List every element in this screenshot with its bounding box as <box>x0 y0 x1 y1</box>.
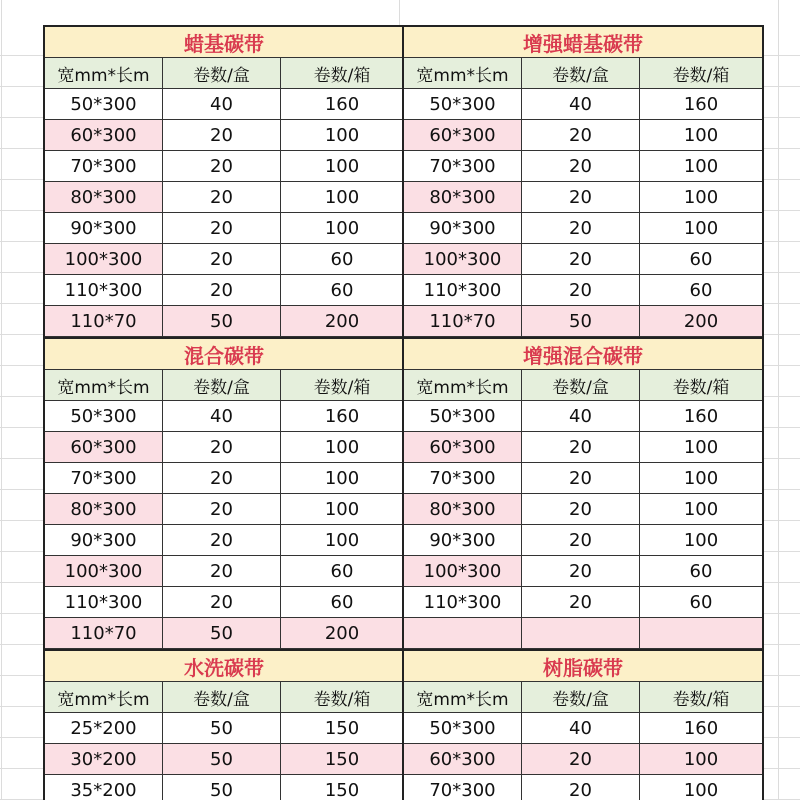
table-cell: 60*300 <box>45 432 163 463</box>
table-cell: 40 <box>163 401 281 432</box>
table-cell: 90*300 <box>45 525 163 556</box>
table-cell: 50 <box>163 775 281 800</box>
table-cell: 70*300 <box>45 151 163 182</box>
header-per-case: 卷数/箱 <box>640 370 762 401</box>
table-cell: 20 <box>163 182 281 213</box>
table-cell: 60*300 <box>404 432 522 463</box>
table-cell: 80*300 <box>45 494 163 525</box>
table-cell: 50*300 <box>45 89 163 120</box>
table-cell: 100 <box>640 182 762 213</box>
table-cell: 20 <box>522 525 640 556</box>
table-cell: 100 <box>640 775 762 800</box>
table-cell: 160 <box>640 401 762 432</box>
table-cell: 150 <box>281 713 403 744</box>
table-cell: 60*300 <box>404 744 522 775</box>
table-cell: 20 <box>163 275 281 306</box>
table-cell: 50 <box>163 713 281 744</box>
header-size: 宽mm*长m <box>404 370 522 401</box>
table-cell: 100 <box>281 525 403 556</box>
table-cell: 60 <box>281 556 403 587</box>
table-cell: 110*300 <box>45 587 163 618</box>
table-cell: 80*300 <box>404 182 522 213</box>
table-cell: 90*300 <box>45 213 163 244</box>
table-cell: 100 <box>640 213 762 244</box>
table-cell: 20 <box>163 244 281 275</box>
table-cell: 60 <box>281 275 403 306</box>
table-cell: 110*70 <box>45 618 163 649</box>
table-title: 水洗碳带 <box>45 649 403 682</box>
table-cell: 60*300 <box>404 120 522 151</box>
table-cell: 100*300 <box>45 244 163 275</box>
table-cell: 60 <box>281 244 403 275</box>
header-size: 宽mm*长m <box>404 682 522 713</box>
table-cell: 90*300 <box>404 525 522 556</box>
table-cell: 160 <box>640 713 762 744</box>
table-cell: 100 <box>281 151 403 182</box>
table-cell: 100 <box>640 432 762 463</box>
table-cell: 20 <box>522 120 640 151</box>
table-cell: 70*300 <box>404 775 522 800</box>
table-cell: 60 <box>640 275 762 306</box>
table-cell: 20 <box>163 587 281 618</box>
table-cell: 60*300 <box>45 120 163 151</box>
table-cell: 90*300 <box>404 213 522 244</box>
header-per-box: 卷数/盒 <box>522 58 640 89</box>
header-size: 宽mm*长m <box>45 58 163 89</box>
table-title: 蜡基碳带 <box>45 25 403 58</box>
table-cell: 80*300 <box>45 182 163 213</box>
header-per-case: 卷数/箱 <box>640 682 762 713</box>
table-cell: 20 <box>163 556 281 587</box>
table-cell: 100*300 <box>45 556 163 587</box>
table-cell: 50 <box>522 306 640 337</box>
table-cell: 100 <box>281 494 403 525</box>
table-cell: 100*300 <box>404 244 522 275</box>
header-per-box: 卷数/盒 <box>163 58 281 89</box>
table-cell: 110*300 <box>404 275 522 306</box>
table-cell: 50*300 <box>404 713 522 744</box>
table-cell: 60 <box>640 244 762 275</box>
table-cell: 50*300 <box>45 401 163 432</box>
table-cell: 50*300 <box>404 89 522 120</box>
table-cell: 70*300 <box>404 463 522 494</box>
table-cell: 160 <box>281 89 403 120</box>
table-cell: 20 <box>522 151 640 182</box>
table-cell: 80*300 <box>404 494 522 525</box>
table-title: 增强混合碳带 <box>404 337 762 370</box>
table-cell: 20 <box>163 463 281 494</box>
table-cell: 60 <box>640 587 762 618</box>
table-cell: 110*70 <box>404 306 522 337</box>
header-per-box: 卷数/盒 <box>522 682 640 713</box>
table-cell: 100*300 <box>404 556 522 587</box>
table-cell: 40 <box>522 713 640 744</box>
table-cell: 35*200 <box>45 775 163 800</box>
table-cell <box>640 618 762 649</box>
table-cell: 20 <box>522 213 640 244</box>
table-cell: 100 <box>281 120 403 151</box>
table-cell: 20 <box>163 213 281 244</box>
table-cell: 20 <box>522 775 640 800</box>
table-cell: 40 <box>163 89 281 120</box>
header-size: 宽mm*长m <box>404 58 522 89</box>
table-cell: 30*200 <box>45 744 163 775</box>
table-cell: 20 <box>163 525 281 556</box>
table-cell: 20 <box>522 275 640 306</box>
table-cell: 50*300 <box>404 401 522 432</box>
gridline <box>1 0 2 800</box>
gridline <box>778 0 779 800</box>
table-title: 树脂碳带 <box>404 649 762 682</box>
table-title: 混合碳带 <box>45 337 403 370</box>
table-cell: 70*300 <box>404 151 522 182</box>
table-cell: 25*200 <box>45 713 163 744</box>
table-cell: 40 <box>522 89 640 120</box>
table-cell: 60 <box>281 587 403 618</box>
table-cell: 20 <box>163 494 281 525</box>
table-cell: 20 <box>522 587 640 618</box>
header-per-case: 卷数/箱 <box>281 370 403 401</box>
table-cell: 200 <box>640 306 762 337</box>
table-cell: 100 <box>640 744 762 775</box>
table-cell: 200 <box>281 618 403 649</box>
table-cell: 20 <box>522 182 640 213</box>
table-cell: 20 <box>522 432 640 463</box>
table-cell: 100 <box>281 463 403 494</box>
table-title: 增强蜡基碳带 <box>404 25 762 58</box>
header-size: 宽mm*长m <box>45 682 163 713</box>
table-cell: 20 <box>522 463 640 494</box>
table-cell: 110*70 <box>45 306 163 337</box>
table-cell: 100 <box>281 182 403 213</box>
table-cell: 20 <box>522 494 640 525</box>
left-table-column <box>43 25 405 800</box>
table-cell: 100 <box>640 494 762 525</box>
table-cell <box>522 618 640 649</box>
header-per-box: 卷数/盒 <box>163 682 281 713</box>
table-cell: 110*300 <box>45 275 163 306</box>
table-cell: 20 <box>522 244 640 275</box>
table-cell: 100 <box>640 151 762 182</box>
table-cell: 60 <box>640 556 762 587</box>
table-cell: 100 <box>640 463 762 494</box>
table-cell: 50 <box>163 744 281 775</box>
table-cell: 100 <box>281 213 403 244</box>
header-per-case: 卷数/箱 <box>640 58 762 89</box>
table-cell: 110*300 <box>404 587 522 618</box>
header-per-case: 卷数/箱 <box>281 682 403 713</box>
table-cell: 20 <box>522 744 640 775</box>
table-cell: 150 <box>281 744 403 775</box>
table-cell: 100 <box>281 432 403 463</box>
table-cell: 160 <box>281 401 403 432</box>
table-cell: 20 <box>163 151 281 182</box>
table-cell: 40 <box>522 401 640 432</box>
table-cell: 150 <box>281 775 403 800</box>
table-cell: 70*300 <box>45 463 163 494</box>
table-cell: 100 <box>640 525 762 556</box>
header-size: 宽mm*长m <box>45 370 163 401</box>
table-cell <box>404 618 522 649</box>
table-cell: 100 <box>640 120 762 151</box>
table-cell: 160 <box>640 89 762 120</box>
table-cell: 50 <box>163 618 281 649</box>
table-cell: 20 <box>522 556 640 587</box>
table-cell: 50 <box>163 306 281 337</box>
right-table-column <box>402 25 764 800</box>
header-per-box: 卷数/盒 <box>522 370 640 401</box>
header-per-case: 卷数/箱 <box>281 58 403 89</box>
table-cell: 20 <box>163 120 281 151</box>
table-cell: 20 <box>163 432 281 463</box>
header-per-box: 卷数/盒 <box>163 370 281 401</box>
table-cell: 200 <box>281 306 403 337</box>
